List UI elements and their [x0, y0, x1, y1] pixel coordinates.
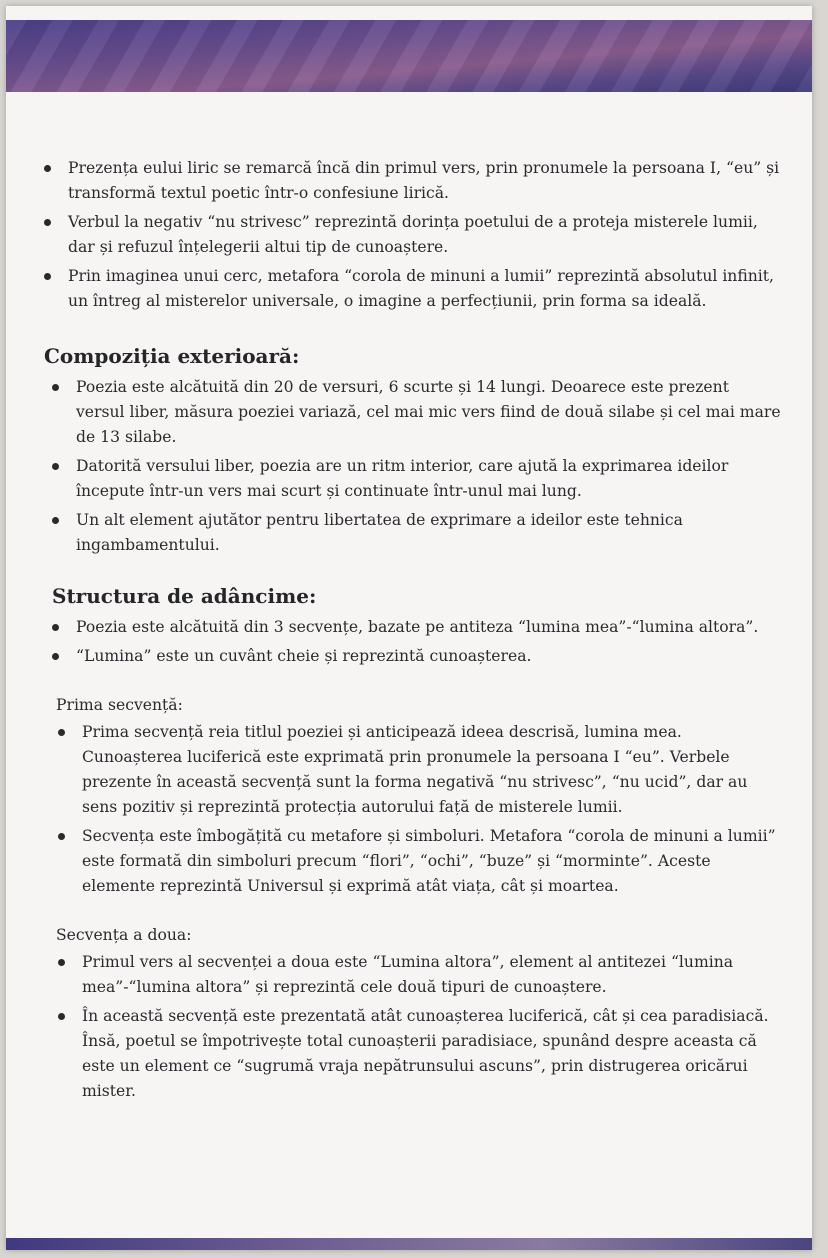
- list-item: Un alt element ajutător pentru libertatea de exprimare a ideilor este tehnica ingambamentului.: [50, 508, 782, 558]
- bullet-icon: [52, 653, 59, 660]
- page-content: [42, 156, 782, 1108]
- notebook-page: [6, 6, 812, 1250]
- list-item: Secvența este îmbogățită cu metafore și simboluri. Metafora “corola de minuni a lumii” este formată din simboluri precum “flori”, “ochi”, “buze” și “morminte”. Aceste elemente reprezintă Universul și exprimă atât viața, cât și moartea.: [56, 824, 782, 899]
- header-banner: [6, 20, 812, 92]
- bullet-icon: [52, 463, 59, 470]
- bullet-icon: [58, 833, 65, 840]
- bullet-icon: [52, 624, 59, 631]
- bullet-icon: [58, 959, 65, 966]
- subheading-prima-secventa: Prima secvență:: [56, 696, 183, 714]
- bullet-icon: [58, 729, 65, 736]
- list-item: Poezia este alcătuită din 3 secvențe, bazate pe antiteza “lumina mea”-“lumina altora”.: [50, 615, 782, 640]
- intro-list: [42, 156, 782, 314]
- list-item: Prin imaginea unui cerc, metafora “corola de minuni a lumii” reprezintă absolutul infinit, un întreg al misterelor universale, o imagine a perfecțiunii, prin forma sa ideală.: [42, 264, 782, 314]
- list-item: În această secvență este prezentată atât cunoașterea luciferică, cât și cea paradisiacă. Însă, poetul se împotrivește total cunoașterii paradisiace, spunând despre aceasta că este un element ce “sugrumă vraja nepătrunsului ascuns”, prin distrugerea oricărui mister.: [56, 1004, 782, 1104]
- list-item: Verbul la negativ “nu strivesc” reprezintă dorința poetului de a proteja misterele lumii, dar și refuzul înțelegerii altui tip de cunoaștere.: [42, 210, 782, 260]
- prima-list: [42, 720, 782, 899]
- bullet-icon: [44, 165, 51, 172]
- list-item: Poezia este alcătuită din 20 de versuri, 6 scurte și 14 lungi. Deoarece este prezent versul liber, măsura poeziei variază, cel mai mic vers fiind de două silabe și cel mai mare de 13 silabe.: [50, 375, 782, 450]
- bullet-icon: [58, 1013, 65, 1020]
- footer-strip: [6, 1238, 812, 1250]
- structura-list: [42, 615, 782, 669]
- list-item: “Lumina” este un cuvânt cheie și reprezintă cunoașterea.: [50, 644, 782, 669]
- list-item: Primul vers al secvenței a doua este “Lumina altora”, element al antitezei “lumina mea”-“lumina altora” și reprezintă cele două tipuri de cunoaștere.: [56, 950, 782, 1000]
- section-heading-structura: Structura de adâncime:: [52, 584, 317, 608]
- bullet-icon: [52, 517, 59, 524]
- section-heading-compozitia: Compoziția exterioară:: [44, 344, 300, 368]
- list-item: Prezența eului liric se remarcă încă din primul vers, prin pronumele la persoana I, “eu” și transformă textul poetic într-o confesiune lirică.: [42, 156, 782, 206]
- a-doua-list: [42, 950, 782, 1104]
- bullet-icon: [44, 273, 51, 280]
- bullet-icon: [44, 219, 51, 226]
- compozitia-list: [42, 375, 782, 558]
- subheading-secventa-a-doua: Secvența a doua:: [56, 926, 192, 944]
- list-item: Datorită versului liber, poezia are un ritm interior, care ajută la exprimarea ideilor începute într-un vers mai scurt și continuate într-unul mai lung.: [50, 454, 782, 504]
- bullet-icon: [52, 384, 59, 391]
- list-item: Prima secvență reia titlul poeziei și anticipează ideea descrisă, lumina mea. Cunoașterea luciferică este exprimată prin pronumele la persoana I “eu”. Verbele prezente în această secvență sunt la forma negativă “nu strivesc”, “nu ucid”, dar au sens pozitiv și reprezintă protecția autorului față de misterele lumii.: [56, 720, 782, 820]
